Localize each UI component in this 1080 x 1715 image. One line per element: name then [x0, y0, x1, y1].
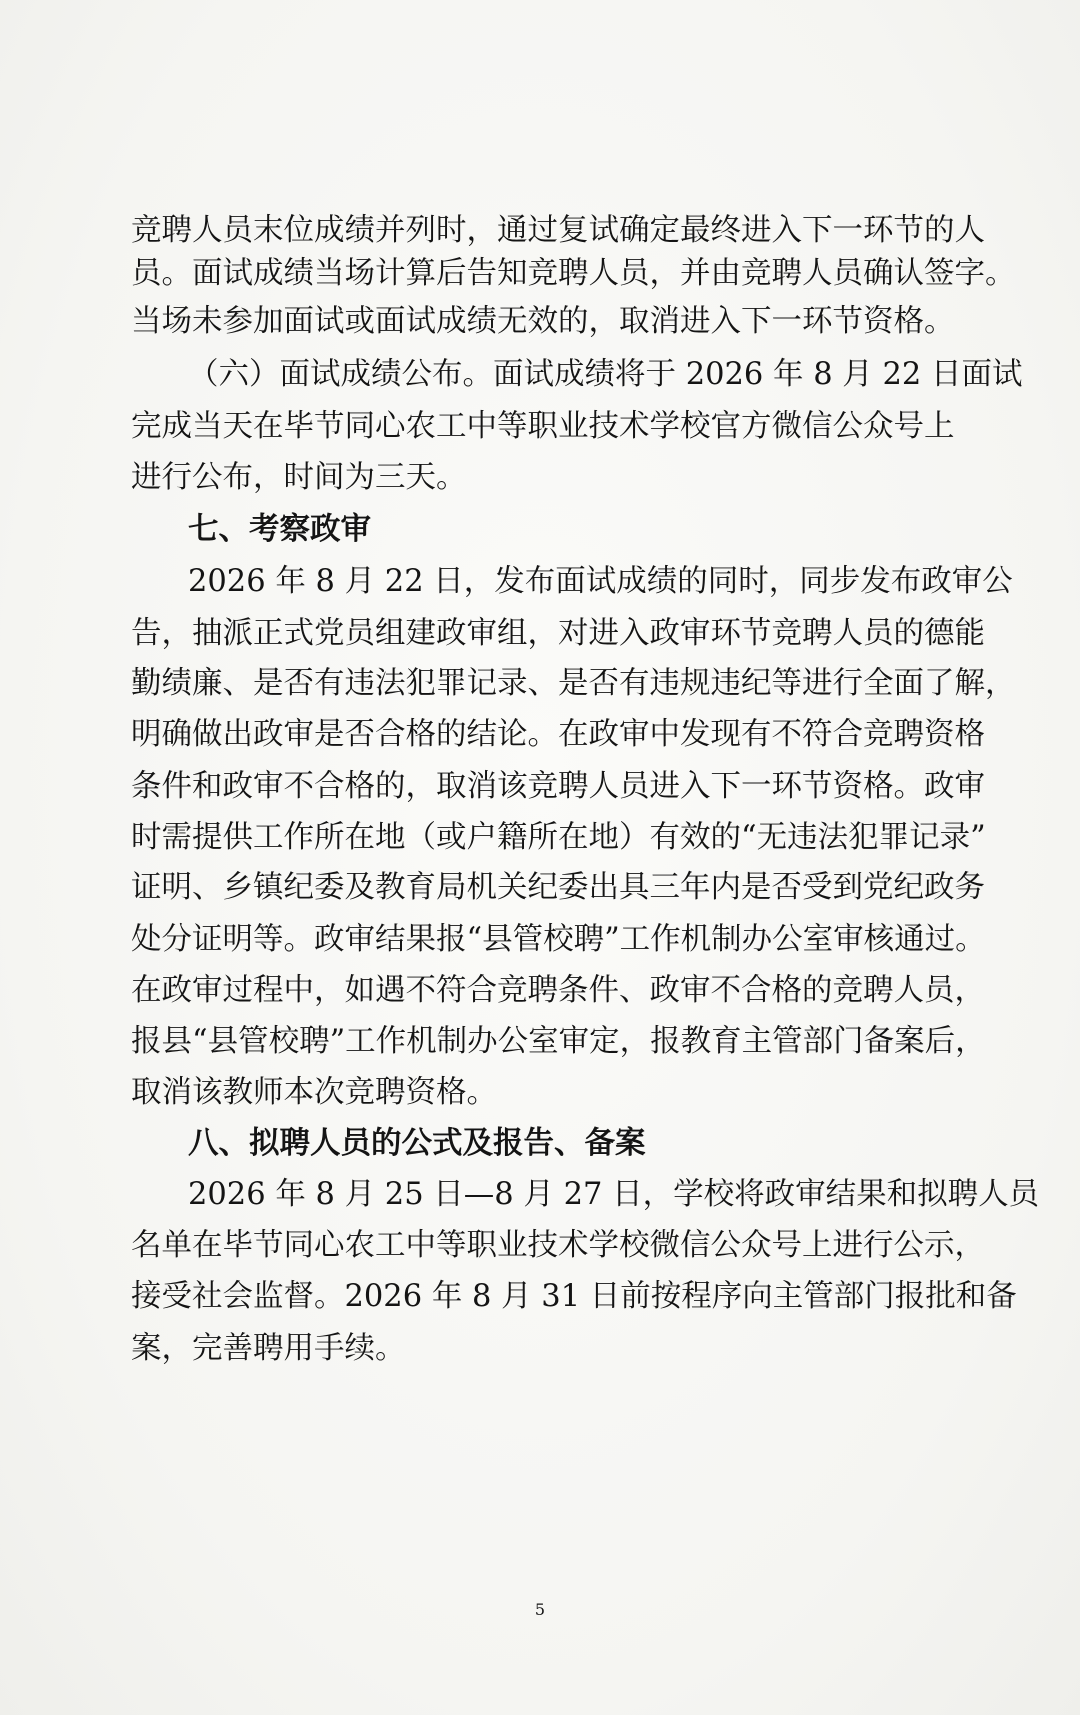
paragraph-line — [0, 560, 1080, 604]
paragraph-line — [0, 713, 1080, 757]
page-number: 5 — [534, 1600, 546, 1619]
text-line: 条件和政审不合格的，取消该竞聘人员进入下一环节资格。政审 — [131, 769, 985, 804]
text-line: 取消该教师本次竞聘资格。 — [131, 1075, 497, 1110]
text-line: 在政审过程中，如遇不符合竞聘条件、政审不合格的竞聘人员， — [131, 973, 985, 1008]
heading-text: 八、拟聘人员的公式及报告、备案 — [188, 1126, 646, 1161]
text-line: 名单在毕节同心农工中等职业技术学校微信公众号上进行公示， — [131, 1228, 985, 1263]
paragraph-line — [0, 1173, 1080, 1217]
text-line: 2026 年 8 月 22 日，发布面试成绩的同时，同步发布政审公 — [188, 564, 1013, 599]
paragraph-line — [0, 866, 1080, 910]
paragraph-line — [0, 405, 1080, 449]
paragraph-line — [0, 969, 1080, 1013]
text-line: 接受社会监督。2026 年 8 月 31 日前按程序向主管部门报批和备 — [131, 1279, 1017, 1314]
text-line: 当场未参加面试或面试成绩无效的，取消进入下一环节资格。 — [131, 304, 955, 339]
paragraph-line — [0, 918, 1080, 962]
paragraph-line — [0, 300, 1080, 344]
paragraph-line — [0, 816, 1080, 860]
text-line: 进行公布，时间为三天。 — [131, 460, 467, 495]
text-line: 2026 年 8 月 25 日—8 月 27 日，学校将政审结果和拟聘人员 — [188, 1177, 1040, 1212]
text-line: 明确做出政审是否合格的结论。在政审中发现有不符合竞聘资格 — [131, 717, 985, 752]
text-line: 告，抽派正式党员组建政审组，对进入政审环节竞聘人员的德能 — [131, 616, 985, 651]
paragraph-line — [0, 662, 1080, 706]
text-line: 时需提供工作所在地（或户籍所在地）有效的“无违法犯罪记录” — [131, 820, 986, 855]
paragraph-line — [0, 353, 1080, 397]
text-line: 证明、乡镇纪委及教育局机关纪委出具三年内是否受到党纪政务 — [131, 870, 985, 905]
paragraph-line — [0, 1327, 1080, 1371]
heading-text: 七、考察政审 — [188, 512, 371, 547]
paragraph-line — [0, 456, 1080, 500]
paragraph-line — [0, 1275, 1080, 1319]
text-line: 完成当天在毕节同心农工中等职业技术学校官方微信公众号上 — [131, 409, 955, 444]
text-line: 报县“县管校聘”工作机制办公室审定，报教育主管部门备案后， — [131, 1024, 986, 1059]
text-line: 案，完善聘用手续。 — [131, 1331, 406, 1366]
text-line: 竞聘人员末位成绩并列时，通过复试确定最终进入下一环节的人 — [131, 213, 985, 248]
text-line: （六）面试成绩公布。面试成绩将于 2026 年 8 月 22 日面试 — [188, 357, 1023, 392]
section-heading — [0, 508, 1080, 552]
text-line: 处分证明等。政审结果报“县管校聘”工作机制办公室审核通过。 — [131, 922, 986, 957]
paragraph-line — [0, 765, 1080, 809]
paragraph-line — [0, 1020, 1080, 1064]
paragraph-line — [0, 612, 1080, 656]
paragraph-line — [0, 209, 1080, 253]
section-heading — [0, 1122, 1080, 1166]
text-line: 勤绩廉、是否有违法犯罪记录、是否有违规违纪等进行全面了解， — [131, 666, 1016, 701]
paragraph-line — [0, 1071, 1080, 1115]
text-line: 员。面试成绩当场计算后告知竞聘人员，并由竞聘人员确认签字。 — [131, 256, 1016, 291]
paragraph-line — [0, 1224, 1080, 1268]
paragraph-line — [0, 252, 1080, 296]
